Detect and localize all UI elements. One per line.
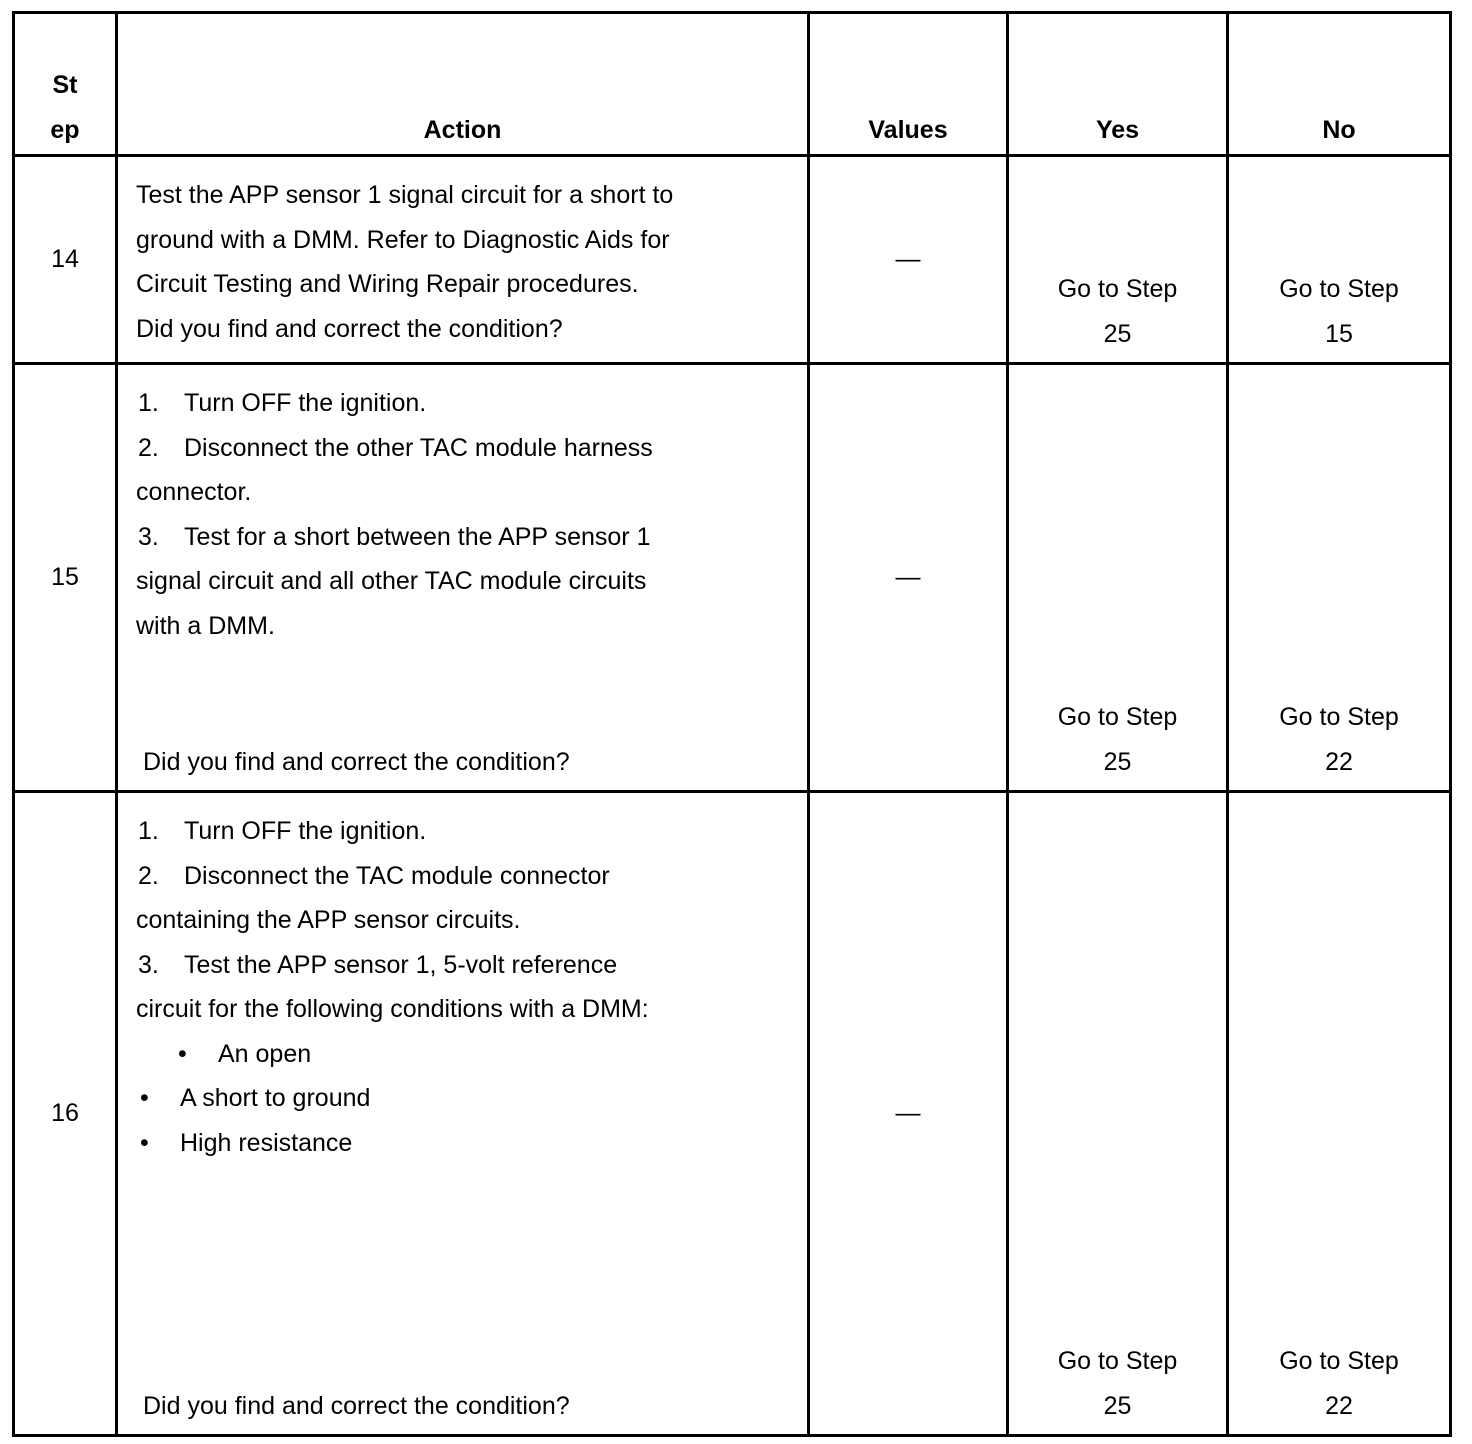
values-cell: — <box>809 364 1008 792</box>
action-line: Test the APP sensor 1 signal circuit for a short to <box>136 181 674 209</box>
bullet-text: A short to ground <box>180 1084 371 1112</box>
step-number: 16 <box>14 792 117 1436</box>
item-number: 1. <box>138 817 159 845</box>
no-goto-step: 15 <box>1325 319 1353 348</box>
action-item <box>136 809 807 854</box>
action-item <box>136 515 807 560</box>
header-action: Action <box>117 13 809 156</box>
no-cell <box>1228 364 1451 792</box>
item-number: 3. <box>138 950 159 979</box>
step-number: 14 <box>14 156 117 364</box>
item-number: 2. <box>138 433 159 462</box>
bullet-glyph: • <box>140 1084 149 1112</box>
action-continuation: containing the APP sensor circuits. <box>136 906 521 934</box>
yes-cell <box>1008 792 1228 1436</box>
item-text: Turn OFF the ignition. <box>184 817 427 845</box>
action-continuation: connector. <box>136 478 252 506</box>
action-bullet-item <box>136 1076 807 1121</box>
header-row <box>14 13 1451 156</box>
action-question: Did you find and correct the condition? <box>136 314 563 343</box>
values-cell: — <box>809 792 1008 1436</box>
yes-goto-step: 25 <box>1103 1391 1132 1420</box>
item-number: 1. <box>138 389 159 417</box>
bullet-glyph: • <box>140 1128 149 1157</box>
action-item <box>136 426 807 471</box>
yes-cell <box>1008 364 1228 792</box>
action-cell <box>117 364 809 792</box>
action-question: Did you find and correct the condition? <box>143 1391 570 1420</box>
item-number: 2. <box>138 861 159 890</box>
yes-goto-label: Go to Step <box>1057 1347 1178 1375</box>
action-continuation: circuit for the following conditions with a DMM: <box>136 995 649 1023</box>
no-cell <box>1228 156 1451 364</box>
yes-goto-label: Go to Step <box>1057 275 1178 303</box>
action-bullet-item <box>136 1032 807 1077</box>
header-step-line1: St <box>52 71 78 99</box>
values-cell: — <box>809 156 1008 364</box>
item-number: 3. <box>138 522 159 551</box>
no-goto-step: 22 <box>1325 1391 1353 1420</box>
action-cell <box>117 156 809 364</box>
action-continuation: with a DMM. <box>136 611 275 640</box>
action-bullet-item <box>136 1121 807 1166</box>
action-line: ground with a DMM. Refer to Diagnostic Aids for <box>136 225 670 254</box>
action-cell <box>117 792 809 1436</box>
yes-goto-step: 25 <box>1103 319 1132 348</box>
header-yes: Yes <box>1008 13 1228 156</box>
no-goto-step: 22 <box>1325 747 1353 776</box>
yes-goto-label: Go to Step <box>1057 703 1178 731</box>
no-goto-label: Go to Step <box>1279 1347 1399 1375</box>
item-text: Disconnect the other TAC module harness <box>184 433 653 462</box>
bullet-text: High resistance <box>180 1128 353 1157</box>
yes-goto-step: 25 <box>1103 747 1132 776</box>
item-text: Test for a short between the APP sensor 1 <box>184 522 651 551</box>
yes-cell <box>1008 156 1228 364</box>
header-step-line2: ep <box>50 115 80 144</box>
table-row <box>14 156 1451 364</box>
item-text: Turn OFF the ignition. <box>184 389 427 417</box>
header-step <box>14 13 117 156</box>
no-cell <box>1228 792 1451 1436</box>
action-continuation: signal circuit and all other TAC module circuits <box>136 567 647 595</box>
bullet-glyph: • <box>178 1039 187 1068</box>
action-line: Circuit Testing and Wiring Repair procedures. <box>136 270 639 298</box>
header-values: Values <box>809 13 1008 156</box>
table-row <box>14 364 1451 792</box>
action-question: Did you find and correct the condition? <box>143 747 570 776</box>
item-text: Disconnect the TAC module connector <box>184 861 610 890</box>
no-goto-label: Go to Step <box>1279 703 1399 731</box>
no-goto-label: Go to Step <box>1279 275 1399 303</box>
bullet-text: An open <box>218 1039 312 1068</box>
diagnostic-table <box>12 11 1452 1437</box>
action-item <box>136 854 807 899</box>
step-number: 15 <box>14 364 117 792</box>
header-no: No <box>1228 13 1451 156</box>
table-row <box>14 792 1451 1436</box>
action-item <box>136 943 807 988</box>
action-item <box>136 381 807 426</box>
item-text: Test the APP sensor 1, 5-volt reference <box>184 950 618 979</box>
